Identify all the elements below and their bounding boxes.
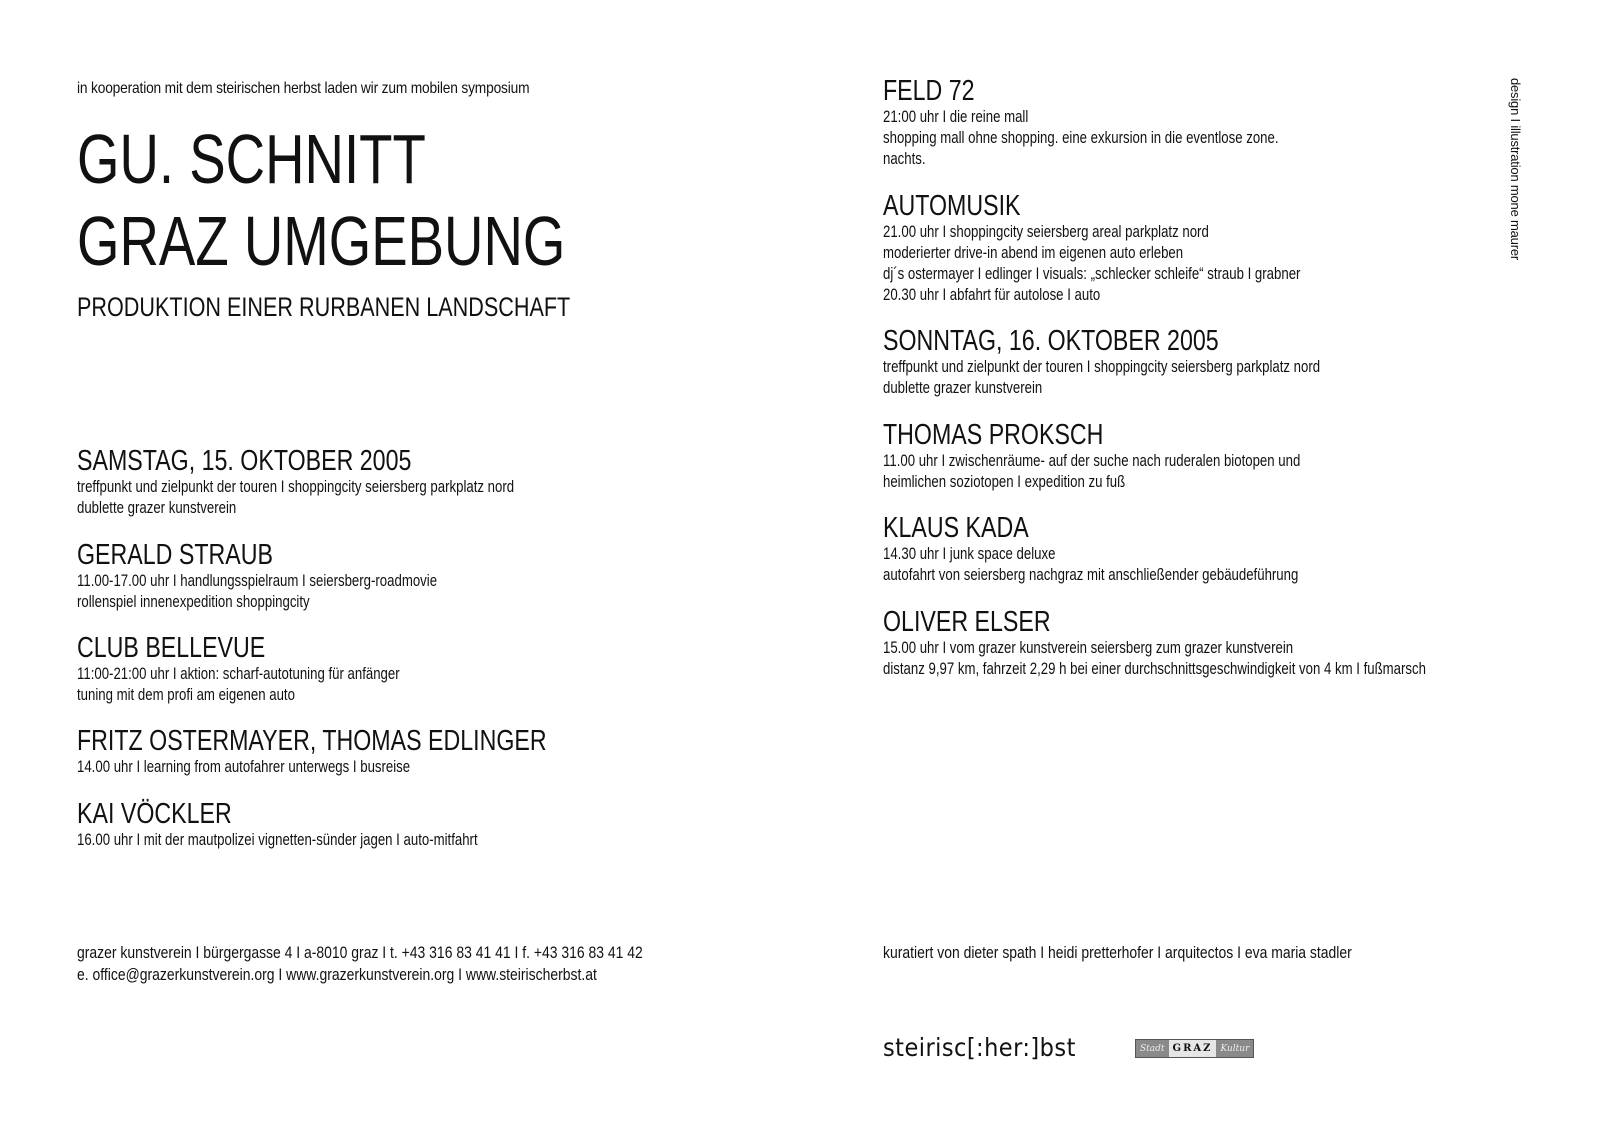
block-line: 14.30 uhr I junk space deluxe xyxy=(883,545,1056,563)
graz-logo-left: Stadt xyxy=(1136,1040,1169,1057)
block-line: 21.00 uhr I shoppingcity seiersberg areal parkplatz nord xyxy=(883,223,1209,241)
graz-logo-mid: GRAZ xyxy=(1169,1040,1217,1057)
design-credit: design I illustration mone maurer xyxy=(1508,78,1523,260)
program-block-sunday xyxy=(883,326,1429,399)
block-line: 14.00 uhr I learning from autofahrer unterwegs I busreise xyxy=(77,758,411,776)
block-line: distanz 9,97 km, fahrzeit 2,29 h bei einer durchschnittsgeschwindigkeit von 4 km I fußmarsch xyxy=(883,660,1426,678)
block-line: shopping mall ohne shopping. eine exkursion in die eventlose zone. xyxy=(883,129,1279,147)
footer-address xyxy=(77,942,767,986)
stadt-graz-kultur-logo xyxy=(1135,1039,1254,1058)
block-heading: CLUB BELLEVUE xyxy=(77,632,266,664)
intro-text: in kooperation mit dem steirischen herbst laden wir zum mobilen symposium xyxy=(77,80,530,97)
block-line: 16.00 uhr I mit der mautpolizei vignetten-sünder jagen I auto-mitfahrt xyxy=(77,831,478,849)
block-line: autofahrt von seiersberg nachgraz mit anschließender gebäudeführung xyxy=(883,566,1299,584)
program-block-ostermayer-edlinger xyxy=(77,726,664,778)
block-heading: FRITZ OSTERMAYER, THOMAS EDLINGER xyxy=(77,725,547,757)
block-heading: THOMAS PROKSCH xyxy=(883,419,1104,451)
block-heading: AUTOMUSIK xyxy=(883,190,1021,222)
program-block-klaus-kada xyxy=(883,513,1402,586)
block-line: tuning mit dem profi am eigenen auto xyxy=(77,686,295,704)
subtitle: PRODUKTION EINER RURBANEN LANDSCHAFT xyxy=(77,292,571,322)
curators-line: kuratiert von dieter spath I heidi pretterhofer I arquitectos I eva maria stadler xyxy=(883,943,1352,962)
program-block-club-bellevue xyxy=(77,633,480,706)
block-line: dj´s ostermayer I edlinger I visuals: „schlecker schleife“ straub I grabner xyxy=(883,265,1301,283)
block-line: dublette grazer kunstverein xyxy=(77,499,237,517)
block-line: 20.30 uhr I abfahrt für autolose I auto xyxy=(883,286,1101,304)
block-line: treffpunkt und zielpunkt der touren I shoppingcity seiersberg parkplatz nord xyxy=(77,478,515,496)
main-title xyxy=(77,118,703,282)
block-heading: KLAUS KADA xyxy=(883,512,1029,544)
block-heading: KAI VÖCKLER xyxy=(77,798,232,830)
program-block-automusik xyxy=(883,191,1405,306)
program-block-oliver-elser xyxy=(883,607,1562,680)
block-line: 21:00 uhr I die reine mall xyxy=(883,108,1029,126)
steirischer-herbst-logo: steirisc[:her:]bst xyxy=(883,1033,1076,1062)
title-line-1: GU. SCHNITT xyxy=(77,120,426,198)
block-line: treffpunkt und zielpunkt der touren I shoppingcity seiersberg parkplatz nord xyxy=(883,358,1321,376)
program-block-feld-72 xyxy=(883,76,1377,170)
block-line: rollenspiel innenexpedition shoppingcity xyxy=(77,593,310,611)
footer-address-line-1: grazer kunstverein I bürgergasse 4 I a-8010 graz I t. +43 316 83 41 41 I f. +43 316 83 41 42 xyxy=(77,943,643,962)
footer-address-line-2: e. office@grazerkunstverein.org I www.grazerkunstverein.org I www.steirischerbst.at xyxy=(77,965,597,984)
program-block-saturday xyxy=(77,446,623,519)
block-heading: GERALD STRAUB xyxy=(77,539,273,571)
footer-curators xyxy=(883,942,1455,964)
program-block-kai-voeckler xyxy=(77,799,578,851)
block-line: 15.00 uhr I vom grazer kunstverein seiersberg zum grazer kunstverein xyxy=(883,639,1294,657)
block-line: moderierter drive-in abend im eigenen auto erleben xyxy=(883,244,1184,262)
block-heading: FELD 72 xyxy=(883,75,975,107)
block-line: 11.00-17.00 uhr I handlungsspielraum I seiersberg-roadmovie xyxy=(77,572,438,590)
program-block-gerald-straub xyxy=(77,540,527,613)
block-heading: OLIVER ELSER xyxy=(883,606,1051,638)
block-line: dublette grazer kunstverein xyxy=(883,379,1043,397)
title-line-2: GRAZ UMGEBUNG xyxy=(77,202,566,280)
block-line: heimlichen soziotopen I expedition zu fuß xyxy=(883,473,1126,491)
block-heading: SONNTAG, 16. OKTOBER 2005 xyxy=(883,325,1219,357)
block-heading: SAMSTAG, 15. OKTOBER 2005 xyxy=(77,445,412,477)
block-line: nachts. xyxy=(883,150,926,168)
block-line: 11.00 uhr I zwischenräume- auf der suche nach ruderalen biotopen und xyxy=(883,452,1301,470)
block-line: 11:00-21:00 uhr I aktion: scharf-autotuning für anfänger xyxy=(77,665,400,683)
program-block-thomas-proksch xyxy=(883,420,1405,493)
graz-logo-right: Kultur xyxy=(1216,1040,1253,1057)
